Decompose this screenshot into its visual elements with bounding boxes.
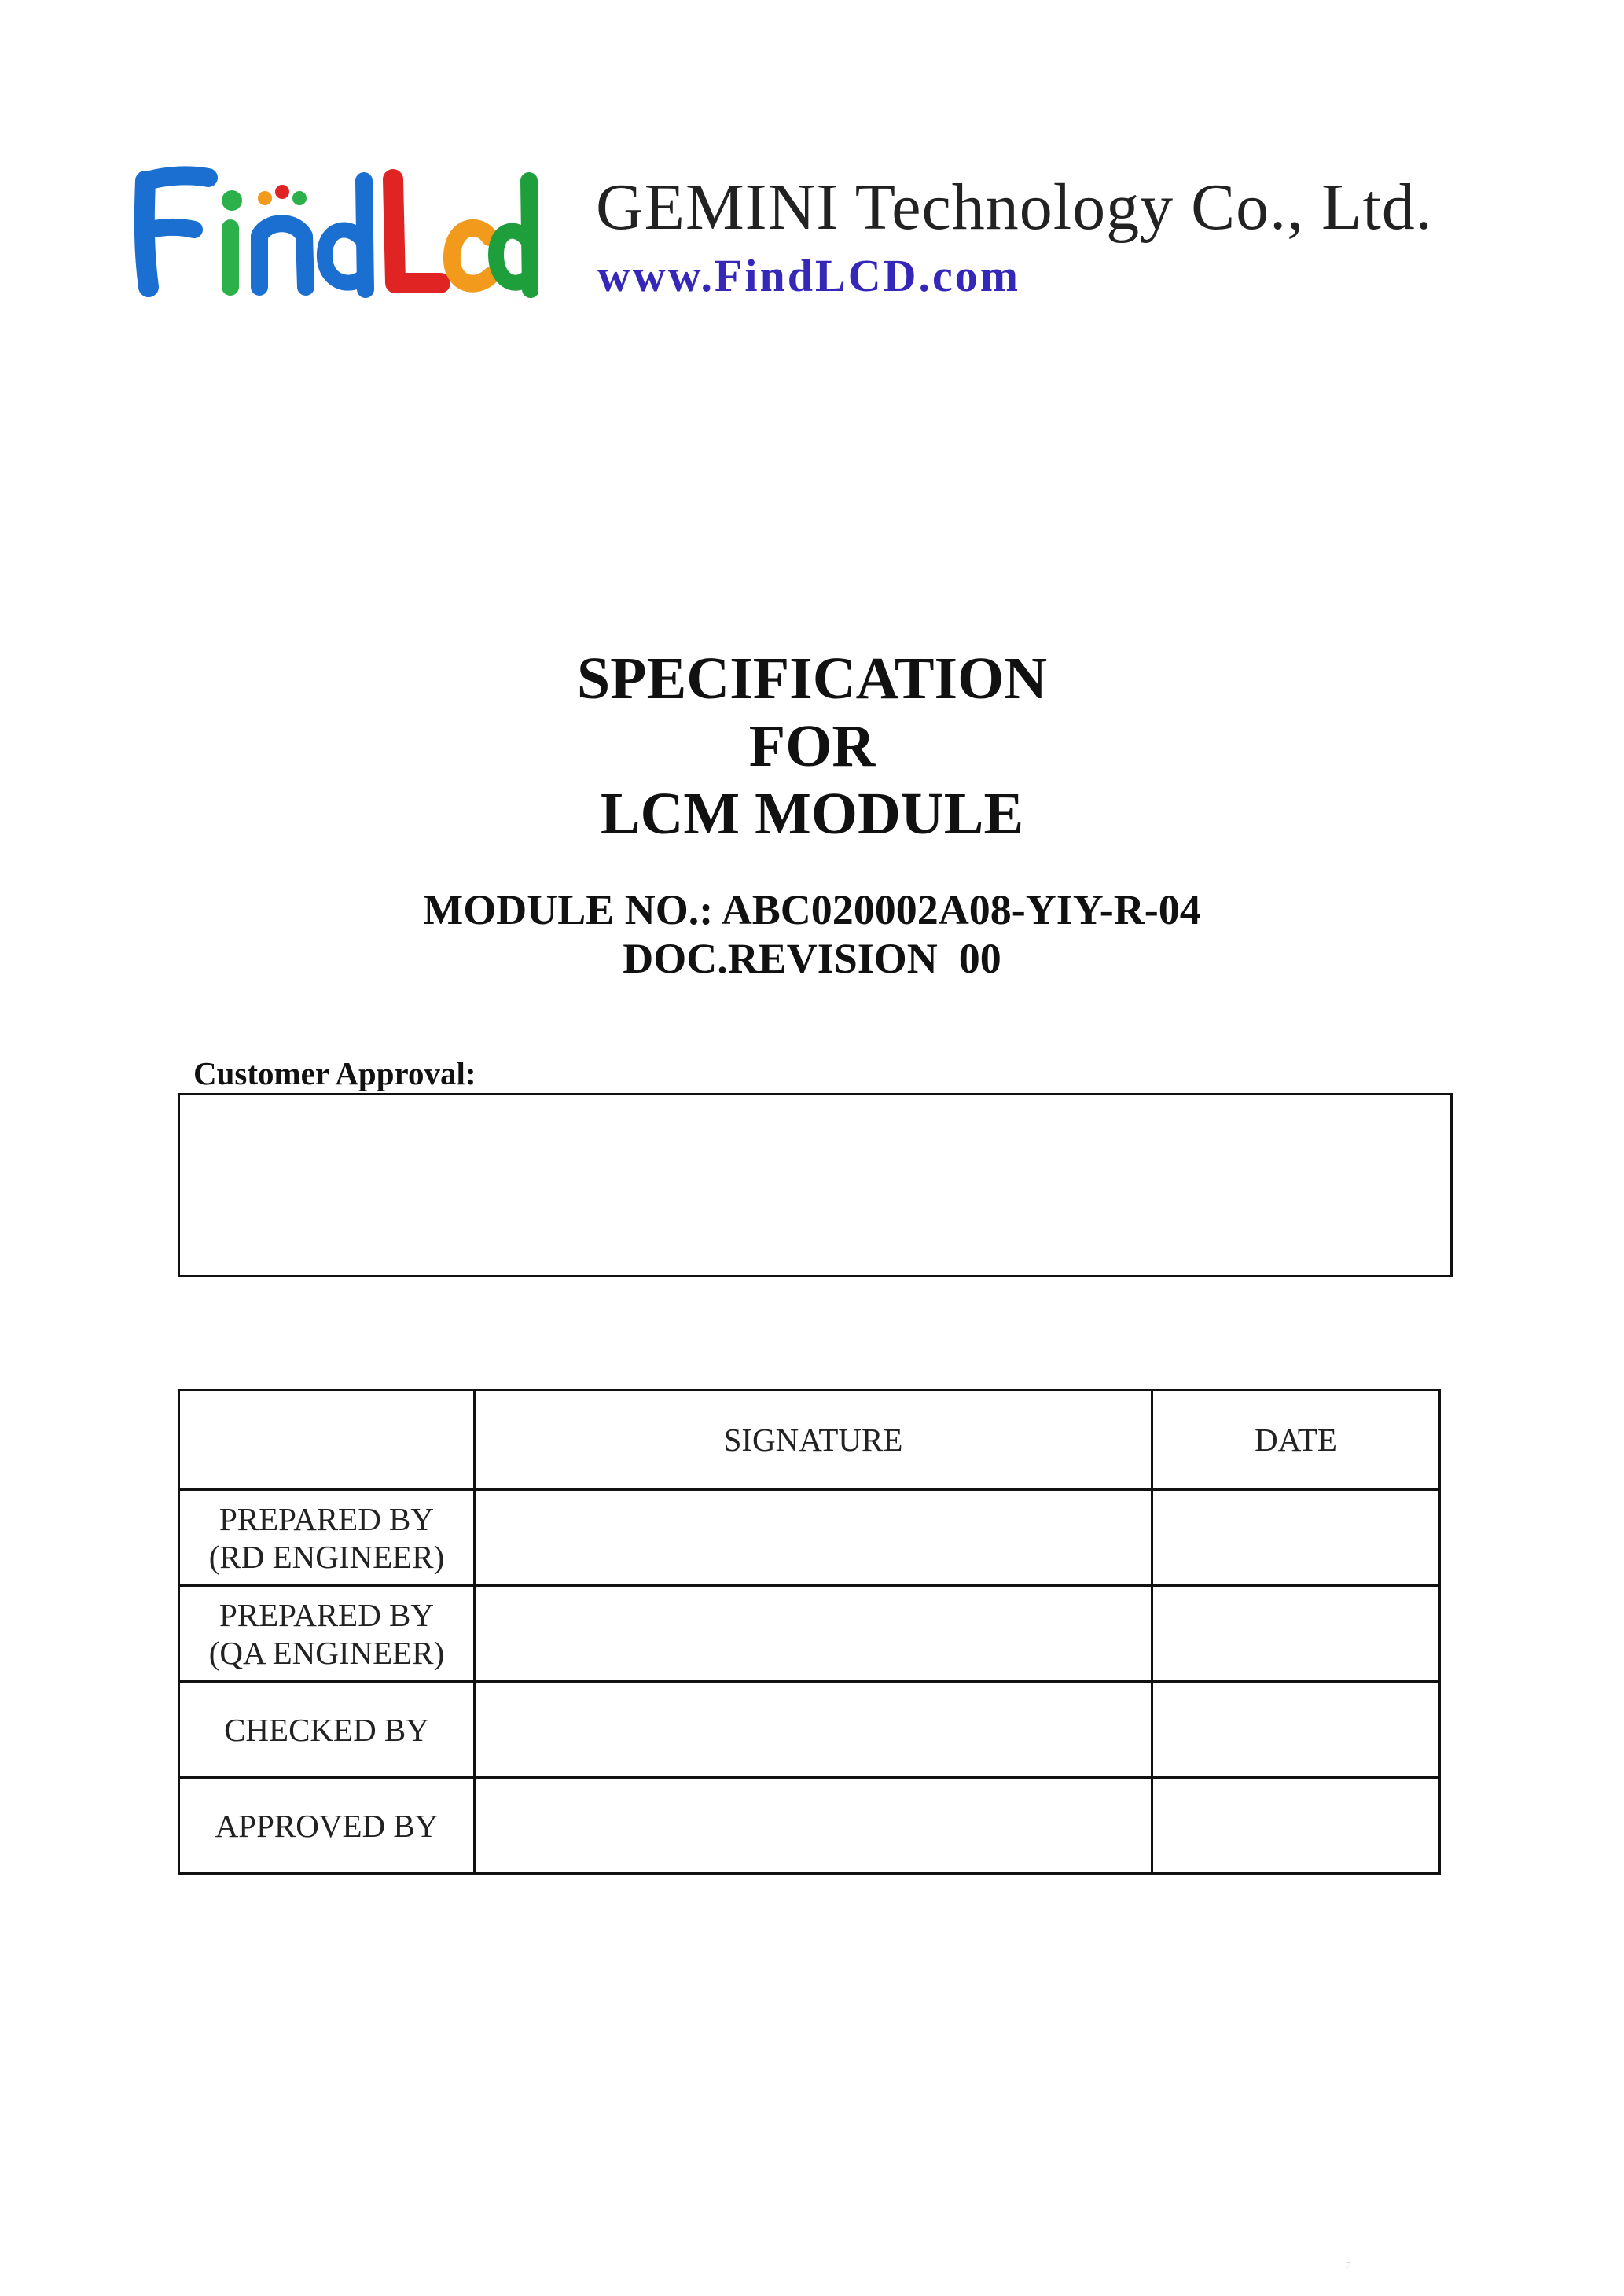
logo-letter-d2: [496, 181, 531, 289]
signature-table: [178, 1389, 1441, 1875]
table-row: [179, 1586, 1440, 1682]
company-name: GEMINI Technology Co., Ltd.: [596, 171, 1433, 244]
signature-cell[interactable]: [475, 1586, 1152, 1682]
header-cell-role: [179, 1390, 475, 1490]
customer-approval-label: Customer Approval:: [193, 1055, 476, 1091]
role-cell: [179, 1778, 475, 1874]
table-header-row: [179, 1390, 1440, 1490]
doc-revision: DOC.REVISION 00: [623, 935, 1001, 982]
title-line-1: SPECIFICATION: [576, 646, 1048, 712]
signature-cell[interactable]: [475, 1682, 1152, 1778]
role-line-1: PREPARED BY: [219, 1500, 435, 1537]
date-cell[interactable]: [1152, 1586, 1440, 1682]
signature-cell[interactable]: [475, 1778, 1152, 1874]
logo-letter-c: [452, 228, 491, 284]
role-cell: [179, 1586, 475, 1682]
header-cell-signature: SIGNATURE: [475, 1390, 1152, 1490]
logo-letter-d: [325, 181, 366, 289]
role-line-2: (RD ENGINEER): [208, 1538, 445, 1575]
header-cell-date: DATE: [1152, 1390, 1440, 1490]
footer-mark: F: [1346, 2261, 1350, 2270]
role-line-2: (QA ENGINEER): [208, 1634, 445, 1671]
title-line-3: LCM MODULE: [600, 781, 1024, 847]
date-cell[interactable]: [1152, 1490, 1440, 1586]
logo-letter-i: [222, 190, 242, 287]
logo-letter-f: [145, 175, 208, 287]
table-row: [179, 1778, 1440, 1874]
module-number: MODULE NO.: ABC020002A08-YIY-R-04: [423, 886, 1201, 933]
table-row: [179, 1682, 1440, 1778]
role-cell: [179, 1490, 475, 1586]
company-website: www.FindLCD.com: [597, 250, 1021, 301]
logo-letter-l: [393, 179, 440, 283]
customer-approval-box[interactable]: [178, 1093, 1453, 1277]
title-line-2: FOR: [748, 713, 876, 779]
findlcd-logo: [130, 157, 538, 307]
table-row: [179, 1490, 1440, 1586]
signature-cell[interactable]: [475, 1490, 1152, 1586]
date-cell[interactable]: [1152, 1778, 1440, 1874]
logo-letter-n: [258, 185, 307, 287]
date-cell[interactable]: [1152, 1682, 1440, 1778]
role-line-1: APPROVED BY: [215, 1807, 439, 1844]
role-line-1: CHECKED BY: [224, 1711, 429, 1748]
role-line-1: PREPARED BY: [219, 1596, 435, 1633]
document-title: [0, 645, 1624, 848]
role-cell: [179, 1682, 475, 1778]
